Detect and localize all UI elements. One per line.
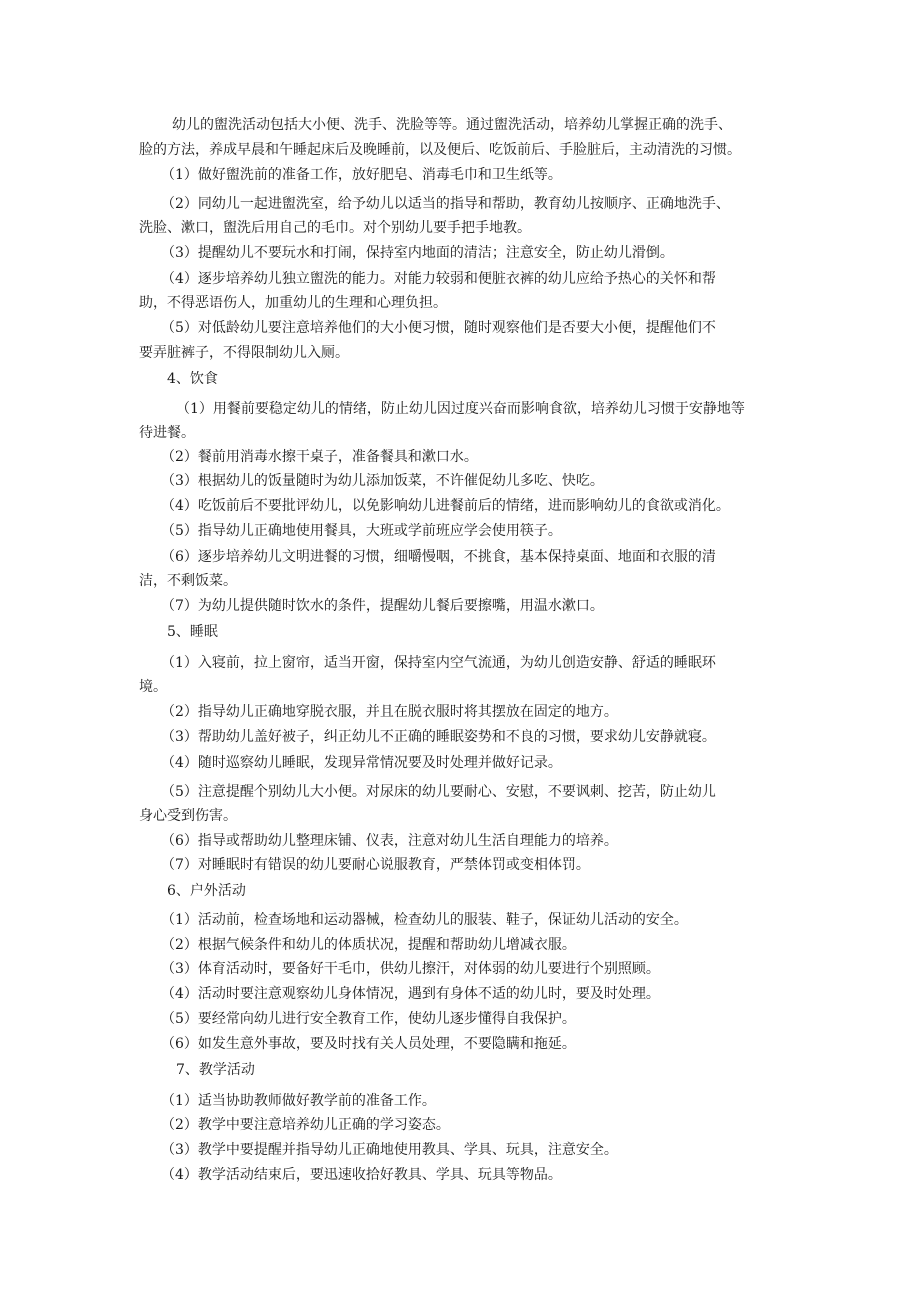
list-item-line: （5）要经常向幼儿进行安全教育工作，使幼儿逐步懂得自我保护。 [161,1011,576,1027]
list-item-line: （1）适当协助教师做好教学前的准备工作。 [161,1093,436,1109]
list-item-line: （4）随时巡察幼儿睡眠，发现异常情况要及时处理并做好记录。 [161,755,562,771]
list-item-line: （3）根据幼儿的饭量随时为幼儿添加饭菜，不许催促幼儿多吃、快吃。 [161,473,604,489]
list-item-line: （7）为幼儿提供随时饮水的条件，提醒幼儿餐后要擦嘴，用温水漱口。 [161,598,604,614]
list-item-line: （3）提醒幼儿不要玩水和打闹，保持室内地面的清洁；注意安全，防止幼儿滑倒。 [161,245,674,261]
list-item-line: （1）用餐前要稳定幼儿的情绪，防止幼儿因过度兴奋而影响食欲，培养幼儿习惯于安静地等 [176,401,745,417]
list-item-line: （5）对低龄幼儿要注意培养他们的大小便习惯，随时观察他们是否要大小便，提醒他们不 [161,320,716,336]
section-heading-teaching: 7、教学活动 [176,1062,255,1078]
list-item-line: （3）体育活动时，要备好干毛巾，供幼儿擦汗，对体弱的幼儿要进行个别照顾。 [161,961,660,977]
list-item-line: 身心受到伤害。 [139,808,237,824]
list-item-line: （3）教学中要提醒并指导幼儿正确地使用教具、学具、玩具，注意安全。 [161,1142,618,1158]
list-item-line: 境。 [139,679,167,695]
list-item-line: 洗脸、漱口，盥洗后用自己的毛巾。对个别幼儿要手把手地教。 [139,220,531,236]
list-item-line: 要弄脏裤子，不得限制幼儿入厕。 [139,345,349,361]
section-heading-outdoor: 6、户外活动 [167,883,246,899]
list-item-line: （2）教学中要注意培养幼儿正确的学习姿态。 [161,1117,450,1133]
list-item-line: （2）指导幼儿正确地穿脱衣服，并且在脱衣服时将其摆放在固定的地方。 [161,704,618,720]
list-item-line: 助，不得恶语伤人，加重幼儿的生理和心理负担。 [139,295,447,311]
list-item-line: （2）同幼儿一起进盥洗室，给予幼儿以适当的指导和帮助，教育幼儿按顺序、正确地洗手、 [161,196,730,212]
list-item-line: 待进餐。 [139,425,195,441]
list-item-line: （4）逐步培养幼儿独立盥洗的能力。对能力较弱和便脏衣裤的幼儿应给予热心的关怀和帮 [161,271,716,287]
paragraph-line: 脸的方法，养成早晨和午睡起床后及晚睡前，以及便后、吃饭前后、手脸脏后，主动清洗的习惯。 [139,142,741,158]
section-heading-diet: 4、饮食 [167,371,218,387]
list-item-line: （3）帮助幼儿盖好被子，纠正幼儿不正确的睡眠姿势和不良的习惯，要求幼儿安静就寝。 [161,729,716,745]
list-item-line: （4）活动时要注意观察幼儿身体情况，遇到有身体不适的幼儿时，要及时处理。 [161,986,660,1002]
list-item-line: （1）活动前，检查场地和运动器械，检查幼儿的服装、鞋子，保证幼儿活动的安全。 [161,912,688,928]
list-item-line: （1）入寝前，拉上窗帘，适当开窗，保持室内空气流通，为幼儿创造安静、舒适的睡眠环 [161,655,716,671]
list-item-line: （4）教学活动结束后，要迅速收拾好教具、学具、玩具等物品。 [161,1167,562,1183]
list-item-line: （2）根据气候条件和幼儿的体质状况，提醒和帮助幼儿增减衣服。 [161,937,576,953]
list-item-line: （5）指导幼儿正确地使用餐具，大班或学前班应学会使用筷子。 [161,523,562,539]
list-item-line: （6）逐步培养幼儿文明进餐的习惯，细嚼慢咽，不挑食，基本保持桌面、地面和衣服的清 [161,549,716,565]
paragraph-line: 幼儿的盥洗活动包括大小便、洗手、洗脸等等。通过盥洗活动，培养幼儿掌握正确的洗手、 [172,117,732,133]
list-item-line: （7）对睡眠时有错误的幼儿要耐心说服教育，严禁体罚或变相体罚。 [161,857,590,873]
section-heading-sleep: 5、睡眠 [167,624,218,640]
list-item-line: 洁，不剩饭菜。 [139,573,237,589]
list-item-line: （6）指导或帮助幼儿整理床铺、仪表，注意对幼儿生活自理能力的培养。 [161,833,618,849]
list-item-line: （2）餐前用消毒水擦干桌子，准备餐具和漱口水。 [161,449,478,465]
list-item-line: （4）吃饭前后不要批评幼儿，以免影响幼儿进餐前后的情绪，进而影响幼儿的食欲或消化。 [161,498,730,514]
list-item-line: （1）做好盥洗前的准备工作，放好肥皂、消毒毛巾和卫生纸等。 [161,167,562,183]
list-item-line: （6）如发生意外事故，要及时找有关人员处理，不要隐瞒和拖延。 [161,1036,576,1052]
list-item-line: （5）注意提醒个别幼儿大小便。对尿床的幼儿要耐心、安慰，不要讽刺、挖苦，防止幼儿 [161,784,716,800]
